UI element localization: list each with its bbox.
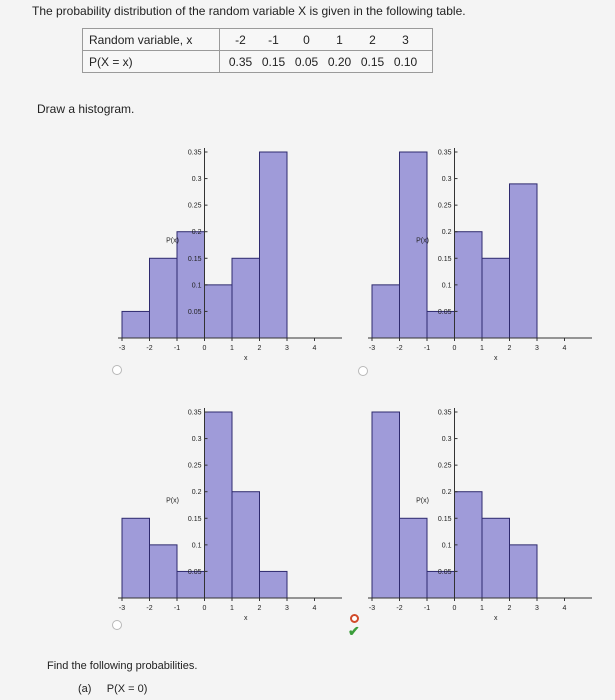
histogram-bar (205, 285, 233, 338)
histogram-bar (232, 258, 260, 338)
x-tick-label: 0 (202, 605, 207, 612)
y-tick-label: 0.15 (437, 255, 452, 263)
y-tick-label: 0.3 (441, 176, 452, 184)
y-tick-label: 0.35 (437, 409, 452, 417)
x-tick-label: -2 (146, 345, 153, 352)
y-tick-label: 0.25 (437, 462, 452, 470)
x-tick-label: 2 (257, 345, 262, 352)
y-tick-label: 0.1 (191, 542, 202, 550)
histogram-bar (122, 518, 150, 598)
y-tick-label: 0.35 (437, 149, 452, 157)
x-value: 0 (303, 32, 310, 47)
histogram-bar (400, 518, 428, 598)
x-tick-label: 1 (480, 345, 484, 352)
y-tick-label: 0.1 (191, 282, 202, 290)
x-tick-label: 2 (257, 605, 262, 612)
histogram-option-d (362, 400, 592, 630)
p-value: 0.05 (294, 54, 319, 69)
histogram-bar (372, 412, 400, 598)
y-tick-label: 0.15 (187, 515, 202, 523)
y-tick-label: 0.1 (441, 282, 452, 290)
histogram-bar (482, 258, 510, 338)
x-tick-label: -1 (423, 345, 431, 352)
x-tick-label: 0 (452, 605, 457, 612)
x-tick-label: 1 (480, 605, 484, 612)
y-tick-label: 0.05 (437, 568, 452, 576)
histogram-bar (150, 258, 178, 338)
p-value: 0.15 (261, 54, 286, 69)
histogram-bar (455, 492, 483, 598)
y-tick-label: 0.15 (187, 255, 202, 263)
histogram-svg (362, 140, 592, 370)
y-tick-label: 0.2 (191, 229, 202, 237)
x-tick-label: -3 (368, 605, 376, 612)
p-value: 0.15 (360, 54, 385, 69)
x-axis-label: x (494, 615, 498, 622)
x-axis-label: x (244, 355, 248, 362)
histogram-svg (112, 400, 342, 630)
histogram-option-b (362, 140, 592, 370)
x-tick-label: 3 (535, 345, 539, 352)
y-tick-label: 0.05 (187, 568, 202, 576)
x-tick-label: -3 (118, 345, 126, 352)
x-tick-label: 3 (285, 345, 289, 352)
y-tick-label: 0.2 (441, 489, 452, 497)
x-tick-label: 3 (535, 605, 539, 612)
x-tick-label: -2 (396, 345, 403, 352)
radio-option-d-selected[interactable] (350, 614, 359, 623)
histogram-bar (122, 311, 150, 338)
x-values-cell (220, 29, 433, 51)
histogram-option-c (112, 400, 342, 630)
check-icon: ✔ (348, 623, 360, 639)
radio-option-c[interactable] (112, 620, 122, 630)
row-label-random-variable: Random variable, x (83, 29, 220, 51)
histogram-option-a (112, 140, 342, 370)
x-tick-label: 1 (230, 605, 234, 612)
y-tick-label: 0.25 (437, 202, 452, 210)
y-tick-label: 0.35 (187, 149, 202, 157)
x-tick-label: -3 (118, 605, 126, 612)
y-tick-label: 0.3 (191, 436, 202, 444)
histogram-bar (205, 412, 233, 598)
histogram-bar (372, 285, 400, 338)
distribution-table (82, 28, 433, 73)
part-a-label: (a) (78, 683, 92, 695)
x-value: -2 (235, 32, 246, 47)
x-axis-label: x (244, 615, 248, 622)
table-row (83, 51, 433, 73)
x-tick-label: 4 (562, 345, 567, 352)
x-tick-label: 4 (562, 605, 567, 612)
part-a-question (78, 683, 147, 695)
p-value: 0.35 (228, 54, 253, 69)
radio-option-a[interactable] (112, 365, 122, 375)
histogram-bar (232, 492, 260, 598)
histogram-bar (510, 184, 538, 338)
y-tick-label: 0.3 (441, 436, 452, 444)
x-tick-label: -2 (146, 605, 153, 612)
x-value: 2 (369, 32, 376, 47)
p-value: 0.10 (393, 54, 418, 69)
y-axis-label: P(x) (416, 497, 429, 505)
y-tick-label: 0.3 (191, 176, 202, 184)
y-tick-label: 0.15 (437, 515, 452, 523)
x-tick-label: 3 (285, 605, 289, 612)
y-tick-label: 0.25 (187, 462, 202, 470)
histogram-bar (260, 571, 288, 598)
x-tick-label: -2 (396, 605, 403, 612)
histogram-bar (260, 152, 288, 338)
histogram-svg (362, 400, 592, 630)
x-tick-label: -1 (173, 345, 181, 352)
y-tick-label: 0.35 (187, 409, 202, 417)
x-tick-label: 2 (507, 345, 512, 352)
table-row (83, 29, 433, 51)
part-a-expression: P(X = 0) (106, 683, 148, 695)
y-tick-label: 0.25 (187, 202, 202, 210)
histogram-bar (150, 545, 178, 598)
draw-histogram-label: Draw a histogram. (37, 102, 135, 116)
x-tick-label: 0 (202, 345, 207, 352)
x-tick-label: 4 (312, 605, 317, 612)
x-value: 3 (402, 32, 409, 47)
histogram-bar (455, 232, 483, 338)
histogram-bar (400, 152, 428, 338)
x-axis-label: x (494, 355, 498, 362)
y-tick-label: 0.05 (437, 308, 452, 316)
p-values-cell (220, 51, 433, 73)
row-label-probability: P(X = x) (83, 51, 220, 73)
p-value: 0.20 (327, 54, 352, 69)
y-axis-label: P(x) (166, 237, 179, 245)
y-axis-label: P(x) (416, 237, 429, 245)
x-value: -1 (268, 32, 279, 47)
y-axis-label: P(x) (166, 497, 179, 505)
x-tick-label: 2 (507, 605, 512, 612)
problem-statement: The probability distribution of the random variable X is given in the following table. (32, 4, 466, 18)
histogram-bar (510, 545, 538, 598)
x-tick-label: 1 (230, 345, 234, 352)
y-tick-label: 0.2 (441, 229, 452, 237)
x-tick-label: -3 (368, 345, 376, 352)
x-tick-label: 4 (312, 345, 317, 352)
x-value: 1 (336, 32, 343, 47)
x-tick-label: -1 (173, 605, 181, 612)
x-tick-label: -1 (423, 605, 431, 612)
y-tick-label: 0.2 (191, 489, 202, 497)
histogram-bar (482, 518, 510, 598)
radio-option-b[interactable] (358, 366, 368, 376)
find-probabilities-label: Find the following probabilities. (47, 660, 198, 672)
x-tick-label: 0 (452, 345, 457, 352)
histogram-svg (112, 140, 342, 370)
y-tick-label: 0.1 (441, 542, 452, 550)
y-tick-label: 0.05 (187, 308, 202, 316)
